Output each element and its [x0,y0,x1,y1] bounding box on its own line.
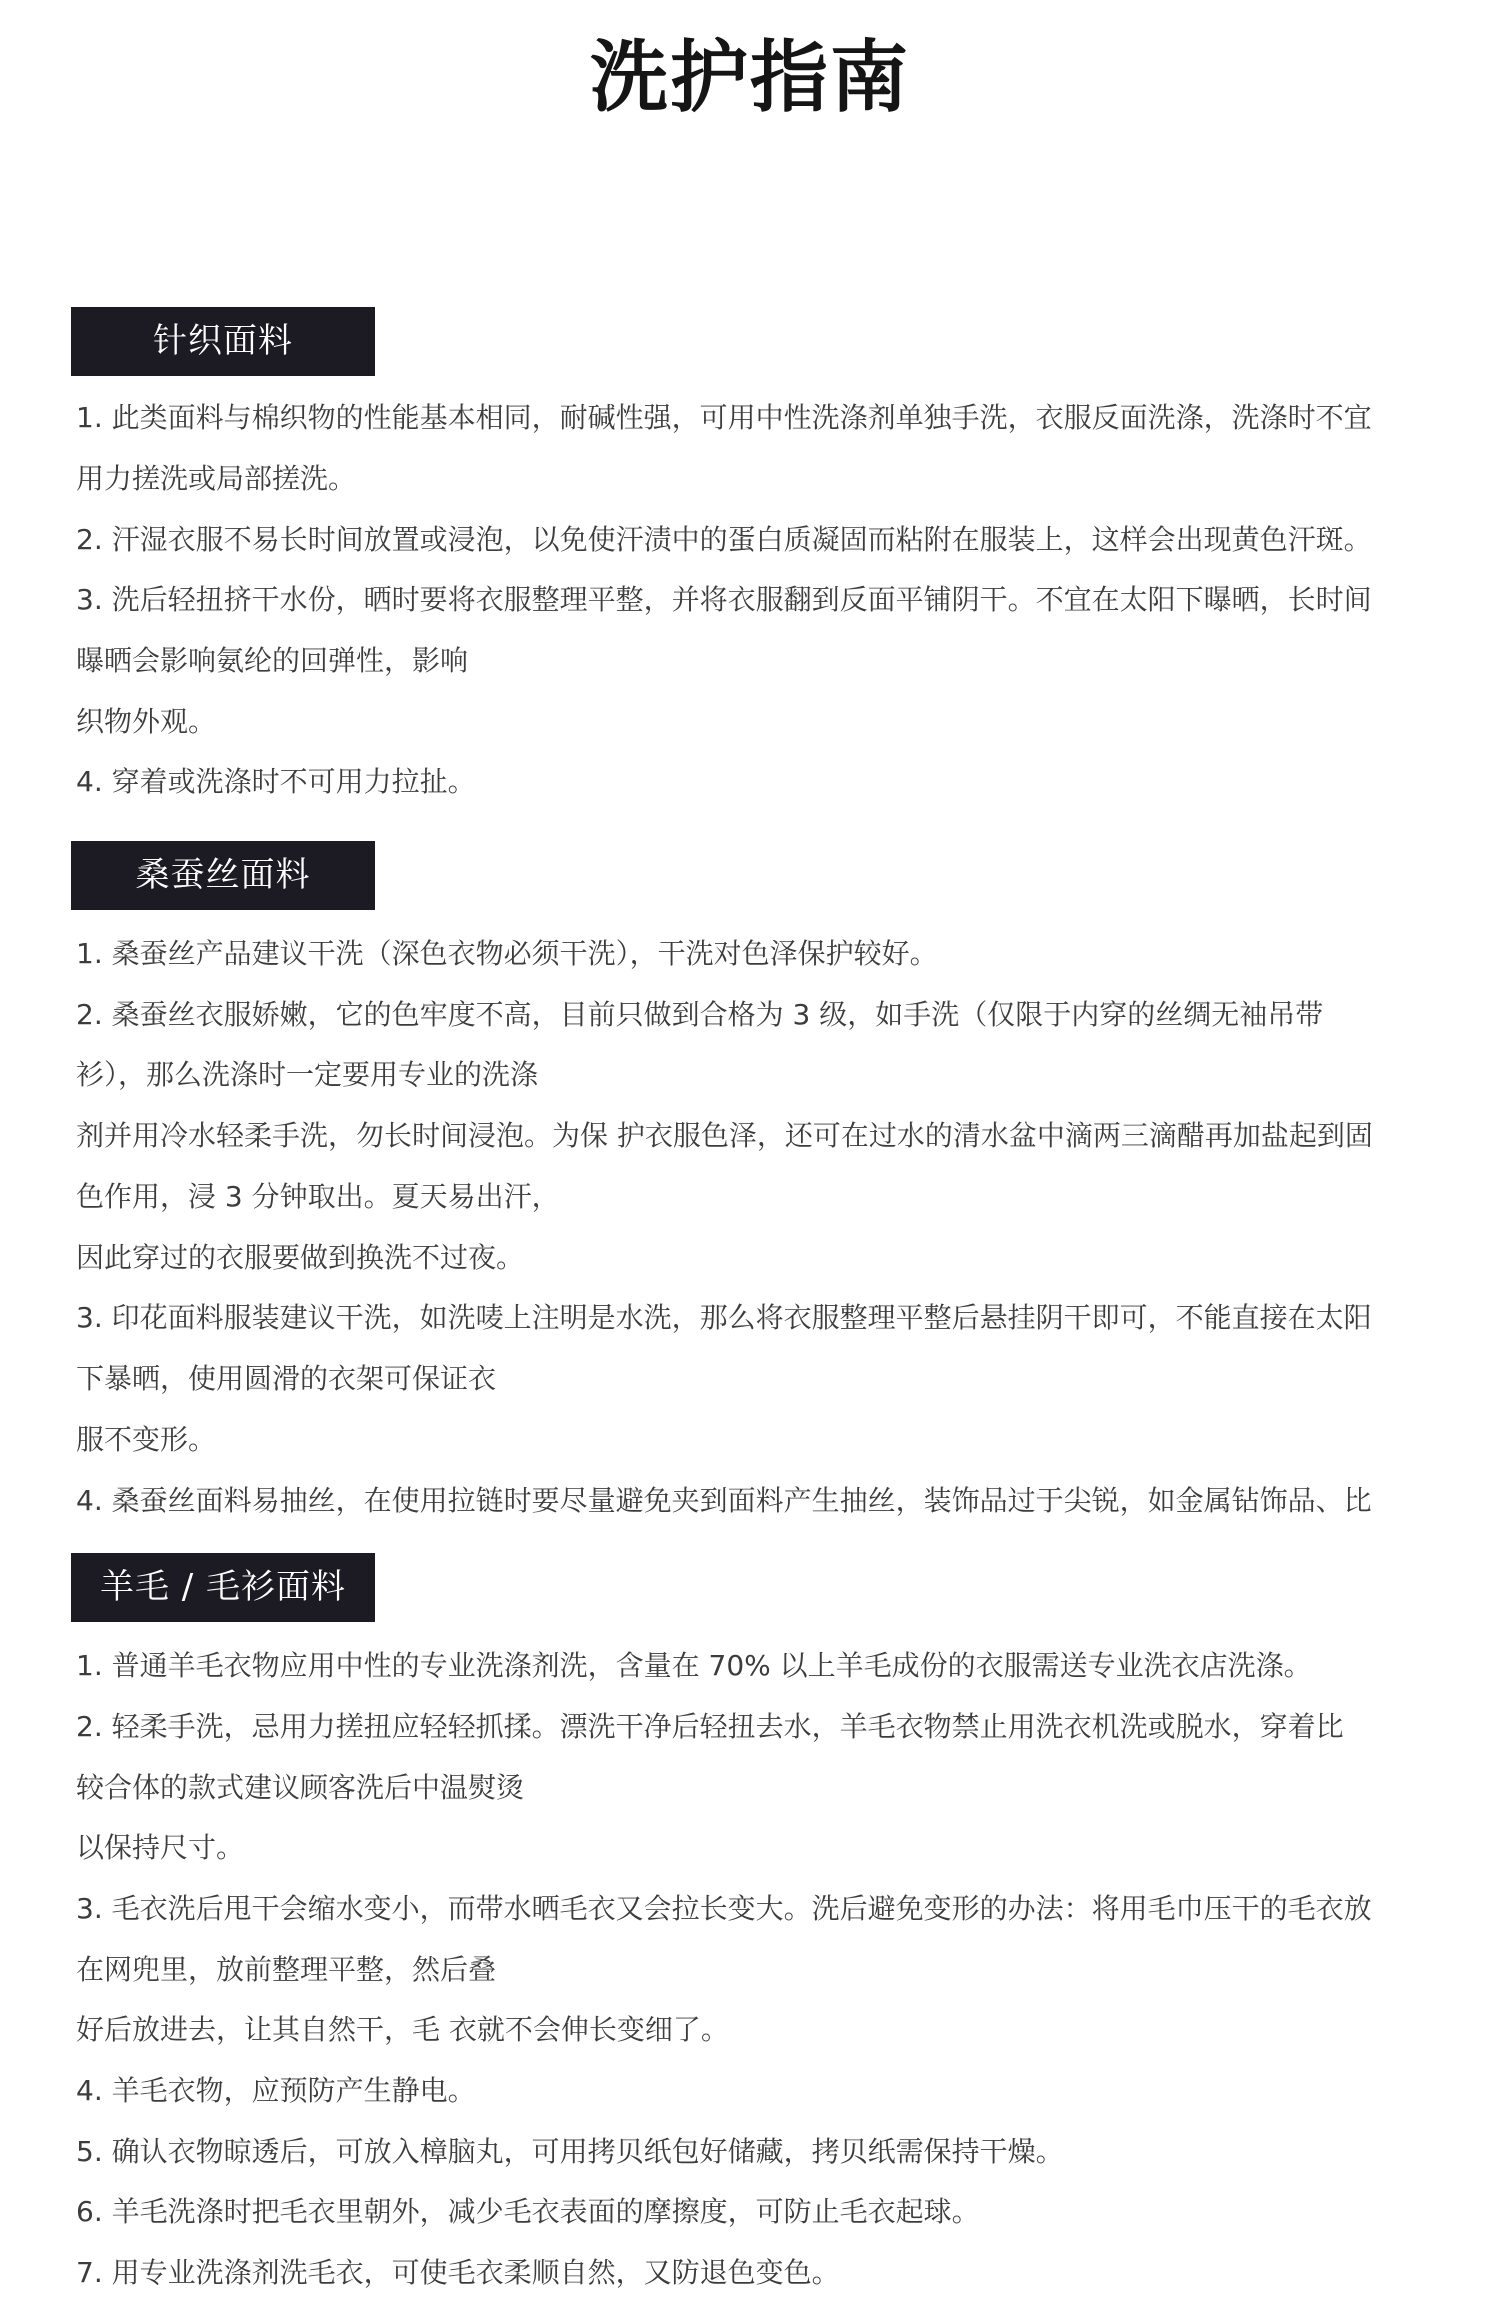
care-text-line: 4. 羊毛衣物，应预防产生静电。 [76,2074,476,2107]
care-text-line: 因此穿过的衣服要做到换洗不过夜。 [76,1241,525,1274]
care-text-line: 在网兜里，放前整理平整，然后叠 [76,1953,497,1986]
care-text-line: 1. 桑蚕丝产品建议干洗（深色衣物必须干洗），干洗对色泽保护较好。 [76,937,938,970]
section-heading-silk: 桑蚕丝面料 [71,841,375,910]
care-text-line: 曝晒会影响氨纶的回弹性，影响 [76,644,469,677]
care-text-line: 以保持尺寸。 [76,1831,245,1864]
section-heading-wool: 羊毛 / 毛衫面料 [71,1553,375,1622]
care-text-line: 1. 普通羊毛衣物应用中性的专业洗涤剂洗，含量在 70% 以上羊毛成份的衣服需送专业洗衣店洗涤。 [76,1649,1312,1682]
care-text-line: 7. 用专业洗涤剂洗毛衣，可使毛衣柔顺自然，又防退色变色。 [76,2256,840,2289]
care-text-line: 6. 羊毛洗涤时把毛衣里朝外，减少毛衣表面的摩擦度，可防止毛衣起球。 [76,2195,980,2228]
care-text-line: 1. 此类面料与棉织物的性能基本相同，耐碱性强，可用中性洗涤剂单独手洗，衣服反面洗涤，洗涤时不宜 [76,401,1372,434]
section-heading-knit: 针织面料 [71,307,375,376]
care-text-line: 色作用，浸 3 分钟取出。夏天易出汗， [76,1180,560,1213]
care-text-line: 2. 轻柔手洗，忌用力搓扭应轻轻抓揉。漂洗干净后轻扭去水，羊毛衣物禁止用洗衣机洗或脱水，穿着比 [76,1710,1344,1743]
care-text-line: 2. 汗湿衣服不易长时间放置或浸泡，以免使汗渍中的蛋白质凝固而粘附在服装上，这样会出现黄色汗斑。 [76,523,1372,556]
care-text-line: 较合体的款式建议顾客洗后中温熨烫 [76,1771,525,1804]
care-text-line: 服不变形。 [76,1423,217,1456]
care-text-line: 好后放进去，让其自然干，毛 衣就不会伸长变细了。 [76,2013,729,2046]
care-text-line: 用力搓洗或局部搓洗。 [76,462,357,495]
care-text-line: 剂并用冷水轻柔手洗，勿长时间浸泡。为保 护衣服色泽，还可在过水的清水盆中滴两三滴醋再加盐起到固 [76,1119,1373,1152]
care-text-line: 织物外观。 [76,705,217,738]
care-text-line: 衫），那么洗涤时一定要用专业的洗涤 [76,1058,539,1091]
care-text-line: 5. 确认衣物晾透后，可放入樟脑丸，可用拷贝纸包好储藏，拷贝纸需保持干燥。 [76,2135,1064,2168]
care-text-line: 2. 桑蚕丝衣服娇嫩，它的色牢度不高，目前只做到合格为 3 级，如手洗（仅限于内穿的丝绸无袖吊带 [76,998,1324,1031]
care-text-line: 3. 印花面料服装建议干洗，如洗唛上注明是水洗，那么将衣服整理平整后悬挂阴干即可，不能直接在太阳 [76,1301,1372,1334]
care-text-line: 4. 桑蚕丝面料易抽丝，在使用拉链时要尽量避免夹到面料产生抽丝，装饰品过于尖锐，如金属钻饰品、比 [76,1484,1372,1517]
care-text-line: 3. 毛衣洗后甩干会缩水变小，而带水晒毛衣又会拉长变大。洗后避免变形的办法：将用毛巾压干的毛衣放 [76,1892,1372,1925]
care-text-line: 3. 洗后轻扭挤干水份，晒时要将衣服整理平整，并将衣服翻到反面平铺阴干。不宜在太阳下曝晒，长时间 [76,583,1372,616]
care-text-line: 4. 穿着或洗涤时不可用力拉扯。 [76,765,476,798]
page-title: 洗护指南 [589,33,910,123]
care-text-line: 下暴晒，使用圆滑的衣架可保证衣 [76,1362,497,1395]
